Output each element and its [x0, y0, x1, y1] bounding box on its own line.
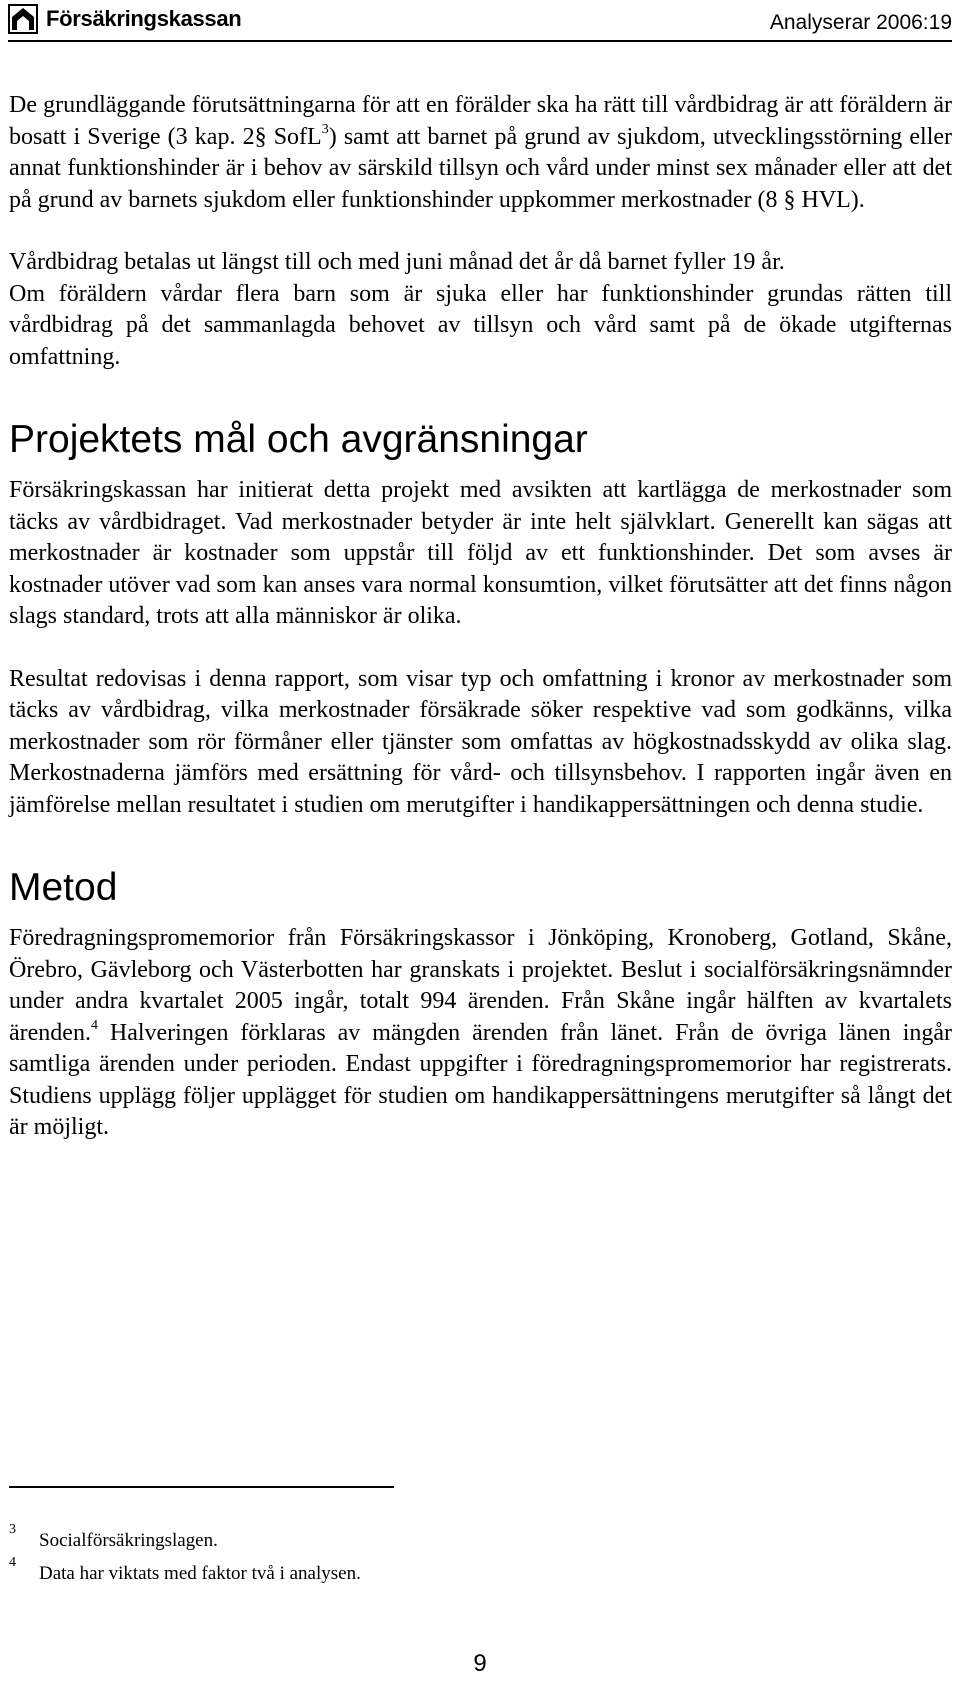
footnote-divider	[9, 1486, 394, 1488]
footnote-number: 3	[9, 1522, 16, 1537]
paragraph-project-aim: Försäkringskassan har initierat detta projekt med avsikten att kartlägga de merkostnader som täcks av vårdbidraget. Vad merkostnader betyder är inte helt självklart. Generellt kan sägas att merkostnader är kostnader som uppstår till följd av ett funktionshinder. Det som avses är kostnader utöver vad som kan anses vara normal konsumtion, vilket förutsätter att det finns någon slags standard, trots att alla människor är olika.	[9, 477, 952, 629]
footnote-ref: 3	[321, 121, 329, 137]
paragraph-method	[9, 923, 952, 1144]
footnotes	[9, 1522, 909, 1596]
paragraph-results: Resultat redovisas i denna rapport, som visar typ och omfattning i kronor av merkostnader som täcks av vårdbidrag, vilka merkostnader försäkrade söker respektive vad som godkänns, vilka merkostnader som rör förmåner eller tjänster som omfattas av högkostnadsskydd av olika slag. Merkostnaderna jämförs med ersättning för vård- och tillsynsbehov. I rapporten ingår även en jämförelse mellan resultatet i studien om merutgifter i handikappersättningen och denna studie.	[9, 665, 952, 818]
paragraph-text: Halveringen förklaras av mängden ärenden från länet. Från de övriga länen ingår samtliga ärenden under perioden. Endast uppgifter i föredragningspromemorior har registrerats. Studiens upplägg följer upplägget för studien om handikappersättningens merutgifter så långt det är möjligt.	[9, 1019, 952, 1140]
footnote-text: Data har viktats med faktor två i analysen.	[39, 1563, 361, 1584]
paragraph-multiple-children: Om föräldern vårdar flera barn som är sjuka eller har funktionshinder grundas rätten till vårdbidrag på det sammanlagda behovet av tillsyn och vård samt på de ökade utgifternas omfattning.	[9, 280, 952, 370]
paragraph-text: De grundläggande förutsättningarna för att en förälder ska ha rätt till vårdbidrag är att föräldern är bosatt i Sverige (3 kap. 2§ SofL	[9, 92, 952, 150]
paragraph-text: ) samt att barnet på grund av sjukdom, utvecklingsstörning eller annat funktionshinder är i behov av särskild tillsyn och vård under minst sex månader eller att det på grund av barnets sjukdom eller funktionshinder uppkommer merkostnader (8 § HVL).	[9, 123, 953, 213]
house-logo-icon	[8, 4, 38, 34]
logo-text: Försäkringskassan	[46, 6, 242, 31]
footnote-text: Socialförsäkringslagen.	[39, 1530, 218, 1551]
logo	[8, 4, 241, 34]
footnote-number: 4	[9, 1555, 16, 1570]
page-header	[8, 2, 952, 42]
section-heading-goals: Projektets mål och avgränsningar	[9, 418, 588, 461]
paragraph-payment-period: Vårdbidrag betalas ut längst till och med juni månad det år då barnet fyller 19 år.	[9, 249, 785, 275]
document-body	[9, 90, 952, 1175]
footnote	[9, 1555, 909, 1596]
footnote	[9, 1522, 909, 1563]
report-label: Analyserar 2006:19	[769, 11, 952, 34]
paragraph-text: Föredragningspromemorior från Försäkringskassor i Jönköping, Kronoberg, Gotland, Skåne, Örebro, Gävleborg och Västerbotten har granskats i projektet. Beslut i socialförsäkringsnämnder under andra kvartalet 2005 ingår, totalt 994 ärenden. Från Skåne ingår hälften av kvartalets ärenden.	[9, 925, 952, 1046]
footnote-ref: 4	[90, 1017, 98, 1033]
paragraph-eligibility	[9, 90, 952, 216]
page-number: 9	[473, 1650, 487, 1677]
section-heading-method: Metod	[9, 866, 118, 909]
